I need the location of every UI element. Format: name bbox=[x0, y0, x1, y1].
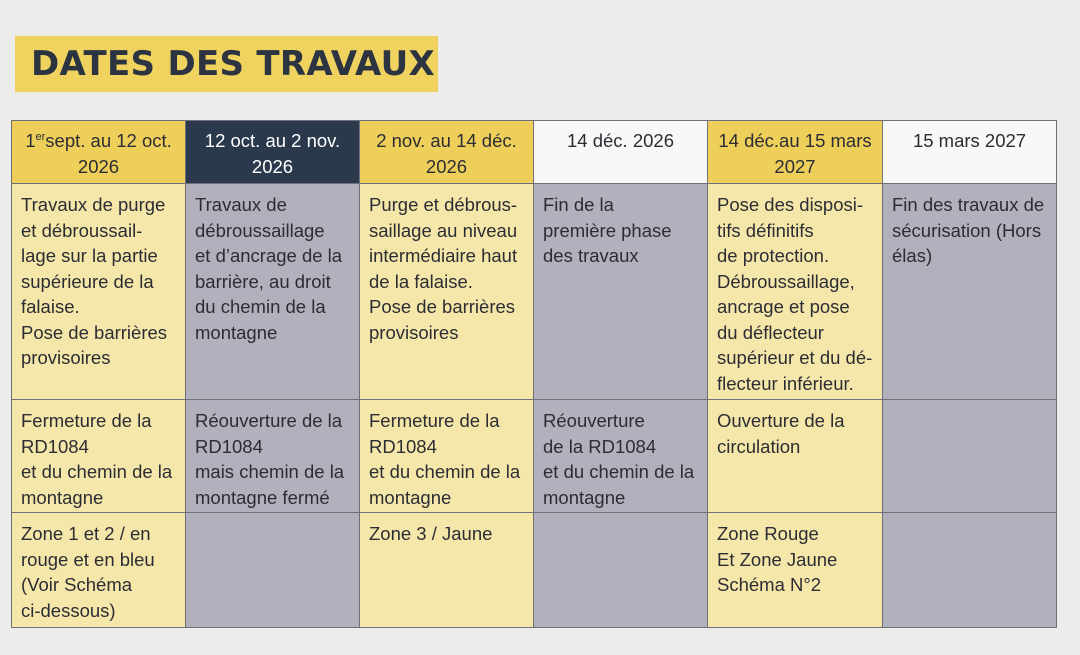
table-cell bbox=[360, 513, 534, 628]
header-period-6 bbox=[883, 121, 1057, 184]
table-cell bbox=[186, 184, 360, 400]
header-period-1-ordinal: 1 bbox=[25, 130, 36, 151]
header-period-3 bbox=[360, 121, 534, 184]
table-row-works bbox=[12, 184, 1057, 400]
header-period-1-line1: sept. au 12 oct. bbox=[45, 130, 172, 151]
page-title: DATES DES TRAVAUX bbox=[15, 36, 438, 92]
header-period-5-line2: 2027 bbox=[774, 155, 816, 177]
cell-text: Fin des travaux de sécurisation (Hors élas) bbox=[892, 194, 1045, 266]
table-cell bbox=[12, 184, 186, 400]
header-period-3-line2: 2026 bbox=[425, 155, 468, 177]
table-cell bbox=[360, 400, 534, 513]
header-period-1 bbox=[12, 121, 186, 184]
cell-text: Ouverture de la circulation bbox=[717, 410, 845, 457]
cell-text: Travaux de purge et débroussail- lage sur la partie supérieure de la falaise. Pose de barrières provisoires bbox=[21, 194, 168, 368]
header-period-4 bbox=[534, 121, 708, 184]
cell-text: Travaux de débroussaillage et d’ancrage de la barrière, au droit du chemin de la montagne bbox=[195, 194, 343, 343]
cell-text: Zone 1 et 2 / en rouge et en bleu (Voir Schéma ci-dessous) bbox=[21, 523, 155, 621]
cell-text: Zone Rouge Et Zone Jaune Schéma N°2 bbox=[717, 523, 838, 595]
table-cell bbox=[883, 400, 1057, 513]
cell-text: Fin de la première phase des travaux bbox=[543, 194, 672, 266]
header-period-5-line1: 14 déc.au 15 mars bbox=[718, 130, 872, 151]
table-cell bbox=[186, 400, 360, 513]
header-period-2 bbox=[186, 121, 360, 184]
cell-text: Zone 3 / Jaune bbox=[369, 523, 493, 544]
cell-text: Fermeture de la RD1084 et du chemin de la montagne bbox=[21, 410, 173, 508]
table-cell bbox=[708, 400, 883, 513]
header-period-1-line2: 2026 bbox=[77, 155, 120, 177]
table-cell bbox=[534, 400, 708, 513]
header-period-4-line1: 14 déc. 2026 bbox=[567, 130, 674, 151]
table-row-zones bbox=[12, 513, 1057, 628]
table-cell bbox=[708, 513, 883, 628]
header-period-1-ordinal-suffix: er bbox=[35, 131, 46, 143]
cell-text: Fermeture de la RD1084 et du chemin de la montagne bbox=[369, 410, 521, 508]
header-period-6-line1: 15 mars 2027 bbox=[912, 130, 1027, 151]
cell-text: Réouverture de la RD1084 et du chemin de la montagne bbox=[543, 410, 695, 508]
table-cell bbox=[883, 513, 1057, 628]
works-schedule-table bbox=[11, 120, 1057, 628]
table-cell bbox=[883, 184, 1057, 400]
cell-text: Pose des disposi- tifs définitifs de protection. Débroussaillage, ancrage et pose du déflecteur supérieur et du dé- flecteur inférieur. bbox=[717, 194, 873, 394]
table-cell bbox=[12, 513, 186, 628]
header-period-3-line1: 2 nov. au 14 déc. bbox=[376, 130, 517, 151]
header-period-2-line2: 2026 bbox=[251, 155, 294, 177]
table-cell bbox=[12, 400, 186, 513]
table-cell bbox=[708, 184, 883, 400]
table-cell bbox=[360, 184, 534, 400]
table-cell bbox=[534, 513, 708, 628]
table-cell bbox=[534, 184, 708, 400]
cell-text: Purge et débrous- saillage au niveau intermédiaire haut de la falaise. Pose de barrières provisoires bbox=[369, 194, 518, 343]
header-period-2-line1: 12 oct. au 2 nov. bbox=[204, 130, 341, 151]
cell-text: Réouverture de la RD1084 mais chemin de la montagne fermé bbox=[195, 410, 345, 508]
table-header-row bbox=[12, 121, 1057, 184]
header-period-5 bbox=[708, 121, 883, 184]
table-cell bbox=[186, 513, 360, 628]
table-row-traffic bbox=[12, 400, 1057, 513]
